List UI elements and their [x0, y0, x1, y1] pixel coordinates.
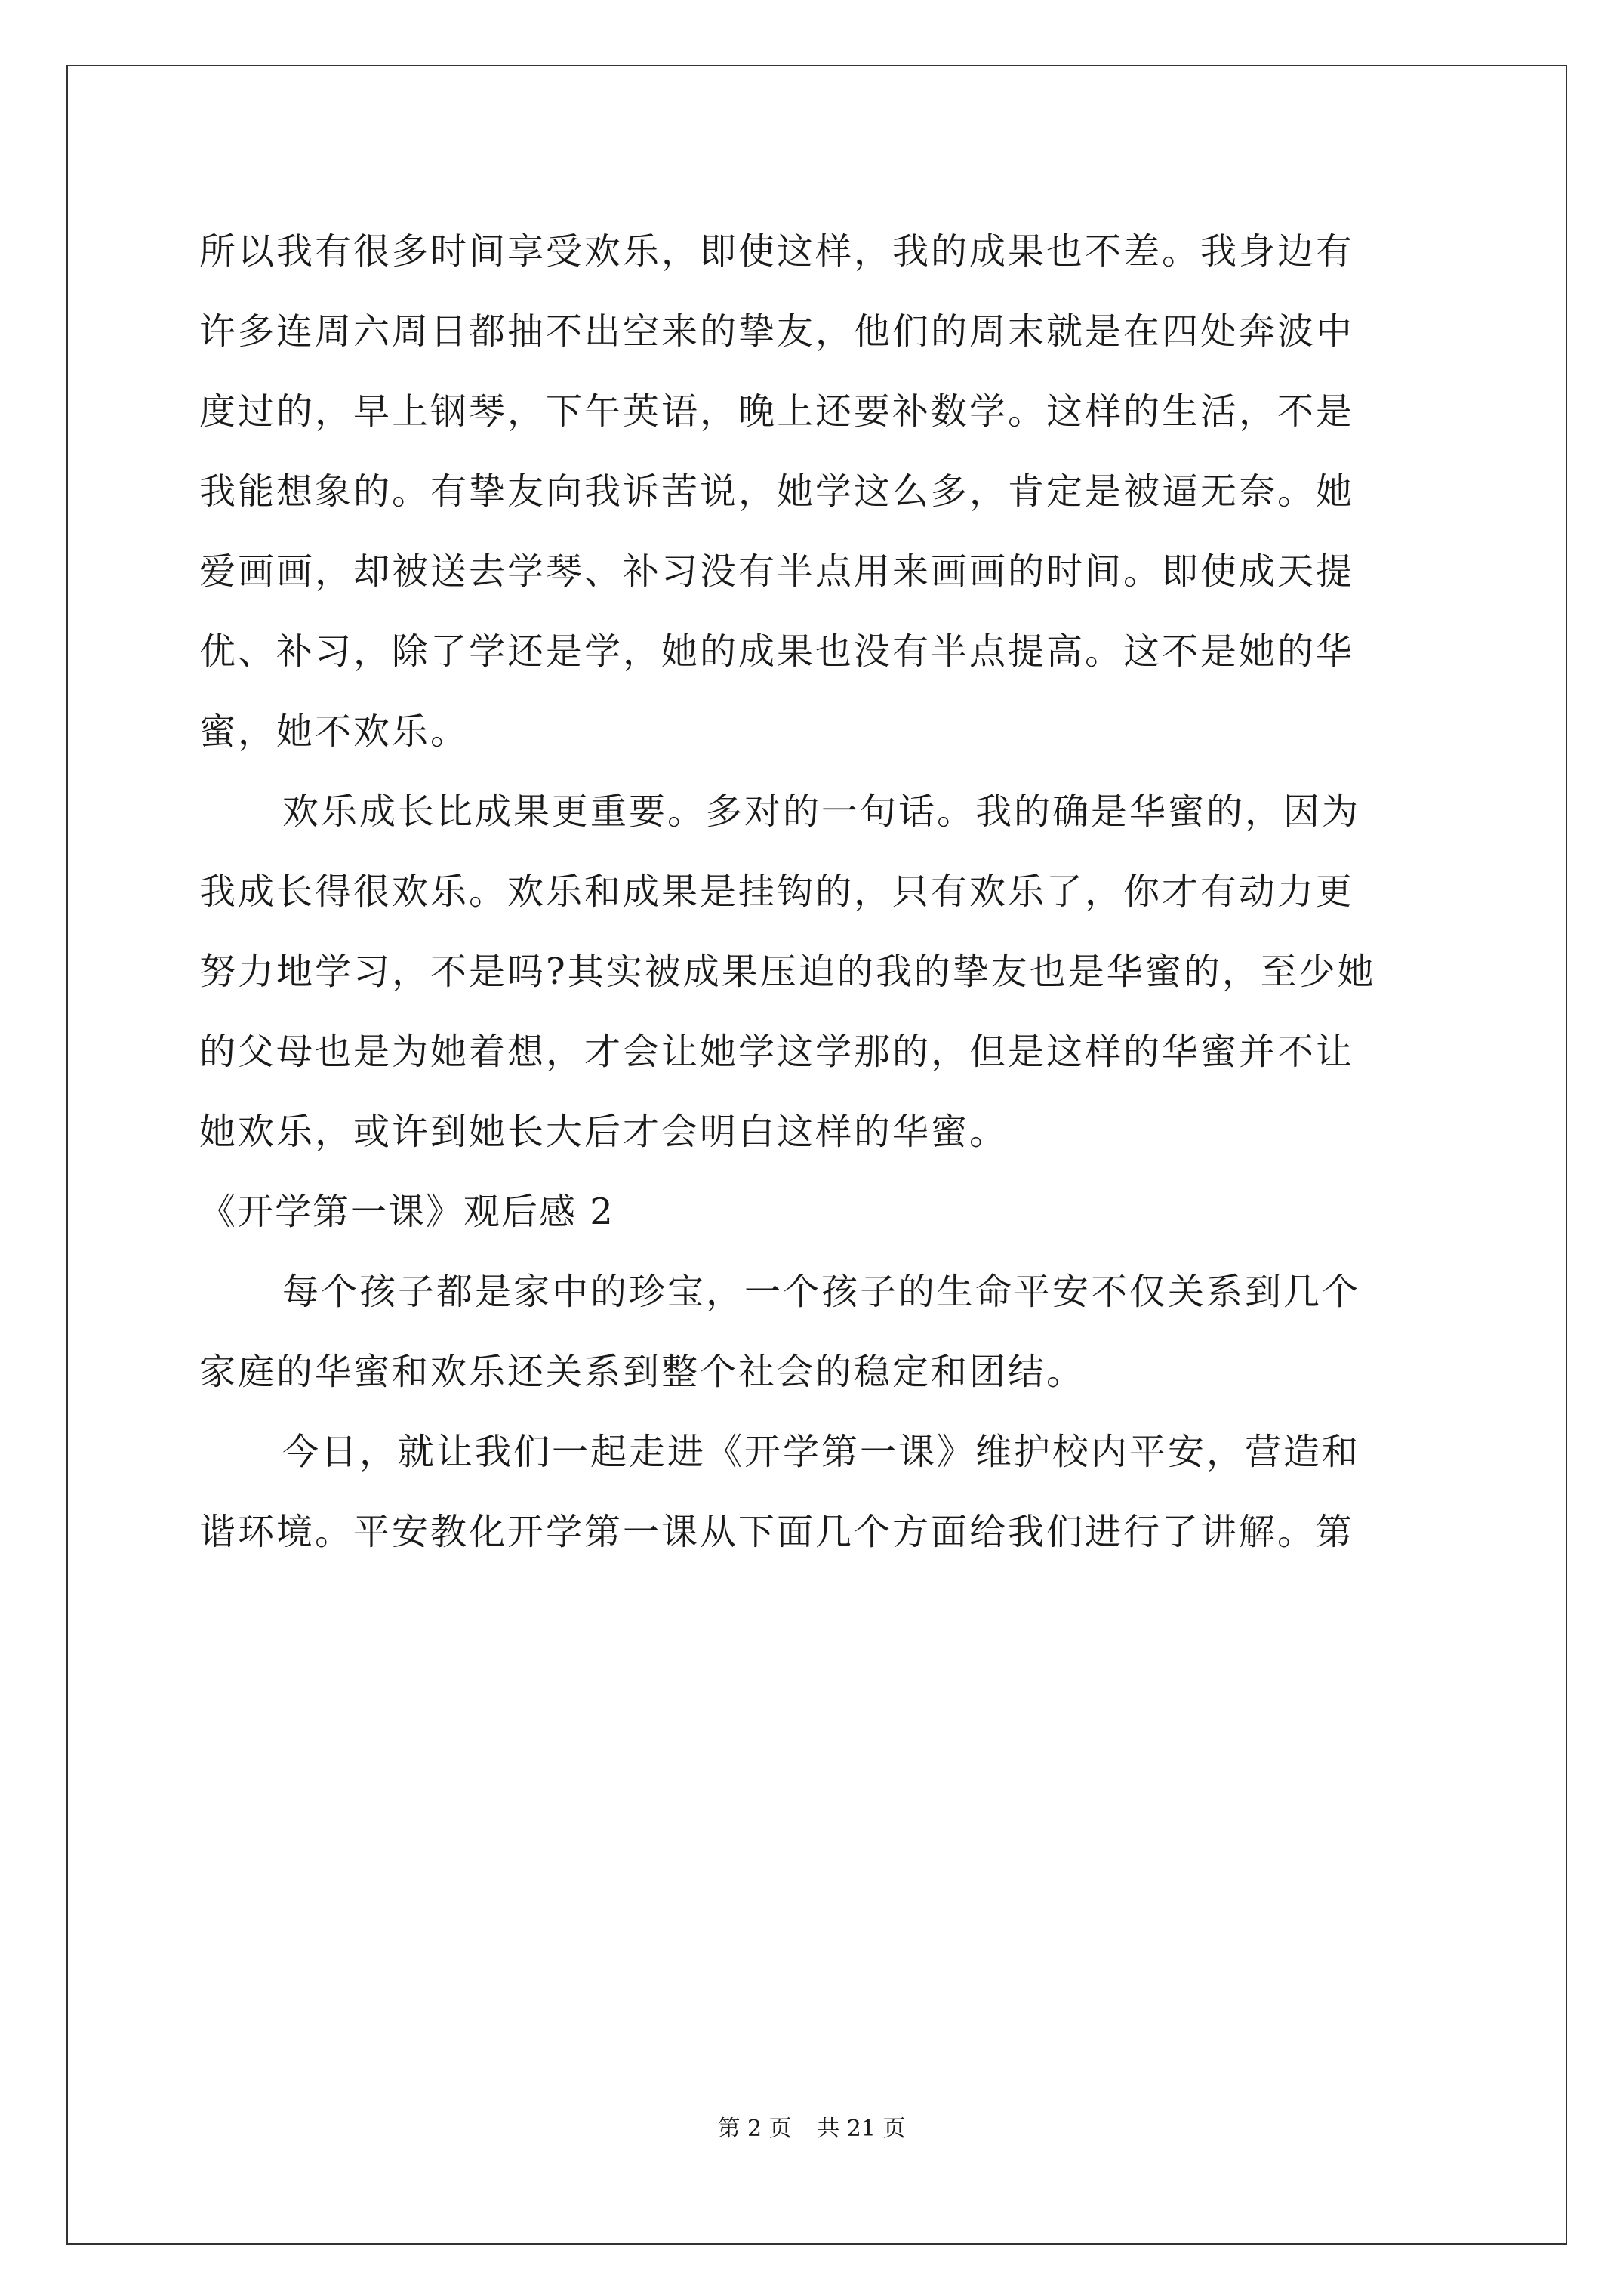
body-line: 每个孩子都是家中的珍宝，一个孩子的生命平安不仅关系到几个: [282, 1271, 1361, 1313]
body-line: 所以我有很多时间享受欢乐，即使这样，我的成果也不差。我身边有: [199, 230, 1355, 273]
body-line: 的父母也是为她着想，才会让她学这学那的，但是这样的华蜜并不让: [199, 1031, 1355, 1073]
page-number: 第 2 页: [717, 2116, 792, 2142]
body-line: 欢乐成长比成果更重要。多对的一句话。我的确是华蜜的，因为: [282, 791, 1361, 833]
body-line: 优、补习，除了学还是学，她的成果也没有半点提高。这不是她的华: [199, 630, 1355, 673]
body-line: 她欢乐，或许到她长大后才会明白这样的华蜜。: [199, 1111, 1009, 1153]
page-footer: [0, 2114, 1623, 2144]
body-line: 我成长得很欢乐。欢乐和成果是挂钩的，只有欢乐了，你才有动力更: [199, 871, 1355, 913]
body-line: 努力地学习，不是吗?其实被成果压迫的我的挚友也是华蜜的，至少她: [199, 951, 1376, 993]
page-total: 共 21 页: [817, 2116, 906, 2142]
body-line: 我能想象的。有挚友向我诉苦说，她学这么多，肯定是被逼无奈。她: [199, 470, 1355, 513]
body-line: 家庭的华蜜和欢乐还关系到整个社会的稳定和团结。: [199, 1351, 1086, 1393]
body-line: 蜜，她不欢乐。: [199, 710, 470, 753]
body-line: 爱画画，却被送去学琴、补习没有半点用来画画的时间。即使成天提: [199, 550, 1355, 593]
section-heading: 《开学第一课》观后感 2: [199, 1191, 614, 1233]
body-line: 度过的，早上钢琴，下午英语，晚上还要补数学。这样的生活，不是: [199, 390, 1355, 433]
document-body: [199, 211, 1431, 1572]
body-line: 谐环境。平安教化开学第一课从下面几个方面给我们进行了讲解。第: [199, 1511, 1355, 1553]
body-line: 今日，就让我们一起走进《开学第一课》维护校内平安，营造和: [282, 1431, 1361, 1473]
body-line: 许多连周六周日都抽不出空来的挚友，他们的周末就是在四处奔波中: [199, 310, 1355, 353]
